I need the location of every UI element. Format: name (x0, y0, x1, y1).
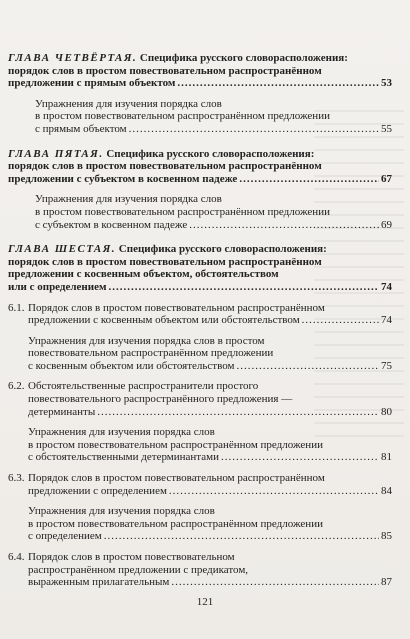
section-number: 6.4. (8, 551, 25, 563)
toc-chapter-5[interactable] (8, 148, 392, 186)
page-ref: 75 (381, 359, 392, 372)
entry-line: с косвенным объектом или обстоятельством (28, 359, 235, 372)
toc-section-6-3[interactable] (8, 472, 392, 497)
toc-chapter-6[interactable] (8, 243, 392, 293)
chapter-title-line: Специфика русского словорасположения: (118, 243, 327, 256)
toc-section-6-2[interactable] (8, 380, 392, 418)
page-ref: 53 (381, 77, 392, 90)
entry-line: Порядок слов в простом повествовательном (28, 551, 235, 563)
chapter-title-line: Специфика русского словорасположения: (106, 147, 315, 160)
entry-line: с субъектом в косвенном падеже (35, 218, 188, 231)
page-ref: 81 (381, 451, 392, 464)
leader-dots (169, 485, 379, 498)
chapter-label: ГЛАВА ШЕСТАЯ. (8, 243, 117, 256)
entry-line: Упражнения для изучения порядка слов (35, 193, 222, 206)
entry-line: предложении с косвенным объектом или обстоятельством (28, 314, 300, 327)
entry-line: выраженным прилагательным (28, 576, 170, 589)
table-of-contents (8, 52, 392, 589)
leader-dots (177, 77, 379, 90)
chapter-title-line: предложении с косвенным объектом, обстоятельством (8, 268, 279, 281)
entry-line: Порядок слов в простом повествовательном распространённом (28, 301, 325, 314)
page-ref: 87 (381, 576, 392, 589)
entry-line: с определением (28, 530, 102, 543)
leader-dots (236, 360, 379, 373)
leader-dots (189, 219, 379, 232)
page-ref: 69 (381, 218, 392, 231)
leader-dots (108, 281, 379, 294)
toc-chapter-4[interactable] (8, 52, 392, 90)
chapter-label: ГЛАВА ЧЕТВЁРТАЯ. (8, 52, 138, 64)
chapter-title-line: порядок слов в простом повествовательном распространённом (8, 255, 322, 268)
chapter-title-line: Специфика русского словорасположения: (139, 52, 348, 64)
entry-line: Обстоятельственные распространители простого (28, 380, 259, 393)
entry-line: в простом повествовательном распространённом предложении (35, 205, 330, 218)
toc-exercises-ch5[interactable] (35, 193, 392, 231)
page-ref: 85 (381, 530, 392, 543)
page-ref: 80 (381, 405, 392, 418)
section-number: 6.3. (8, 472, 25, 485)
page-number: 121 (196, 596, 214, 608)
chapter-title-line: порядок слов в простом повествовательном распространённом (8, 160, 322, 173)
leader-dots (97, 406, 379, 419)
toc-exercises-6-3[interactable] (28, 505, 392, 543)
chapter-title-line: порядок слов в простом повествовательном распространённом (8, 64, 322, 77)
leader-dots (221, 451, 379, 464)
entry-line: распространённом предложении с предикатом, (28, 563, 249, 576)
leader-dots (171, 576, 379, 589)
toc-exercises-6-1[interactable] (28, 335, 392, 373)
leader-dots (302, 314, 379, 327)
toc-exercises-6-2[interactable] (28, 426, 392, 464)
entry-line: Порядок слов в простом повествовательном распространённом (28, 472, 325, 485)
leader-dots (104, 530, 379, 543)
chapter-title-line: или с определением (8, 280, 107, 293)
entry-line: Упражнения для изучения порядка слов в простом (28, 334, 265, 347)
entry-line: детерминанты (28, 405, 96, 418)
page-ref: 67 (381, 172, 392, 185)
entry-line: с обстоятельственными детерминантами (28, 451, 219, 464)
section-number: 6.1. (8, 301, 25, 314)
entry-line: предложении с определением (28, 484, 167, 497)
entry-line: Упражнения для изучения порядка слов (28, 505, 215, 518)
entry-line: в простом повествовательном распространённом предложении (35, 110, 330, 123)
toc-exercises-ch4[interactable] (35, 98, 392, 136)
entry-line: в простом повествовательном распространённом предложении (28, 438, 323, 451)
entry-line: повествовательного распространённого предложения — (28, 393, 293, 406)
page-ref: 55 (381, 122, 392, 135)
page-ref: 74 (381, 314, 392, 327)
entry-line: Упражнения для изучения порядка слов (35, 97, 222, 110)
leader-dots (239, 173, 379, 186)
toc-section-6-4[interactable] (8, 551, 392, 589)
chapter-title-line: предложении с субъектом в косвенном падеже (8, 172, 238, 185)
page-ref: 74 (381, 280, 392, 293)
page-ref: 84 (381, 484, 392, 497)
section-number: 6.2. (8, 380, 25, 393)
entry-line: с прямым объектом (35, 122, 127, 135)
entry-line: в простом повествовательном распространённом предложении (28, 517, 323, 530)
leader-dots (129, 123, 379, 136)
chapter-label: ГЛАВА ПЯТАЯ. (8, 147, 104, 160)
entry-line: повествовательном распространённом предложении (28, 347, 274, 360)
chapter-title-line: предложении с прямым объектом (8, 77, 176, 90)
entry-line: Упражнения для изучения порядка слов (28, 426, 215, 439)
toc-section-6-1[interactable] (8, 301, 392, 327)
